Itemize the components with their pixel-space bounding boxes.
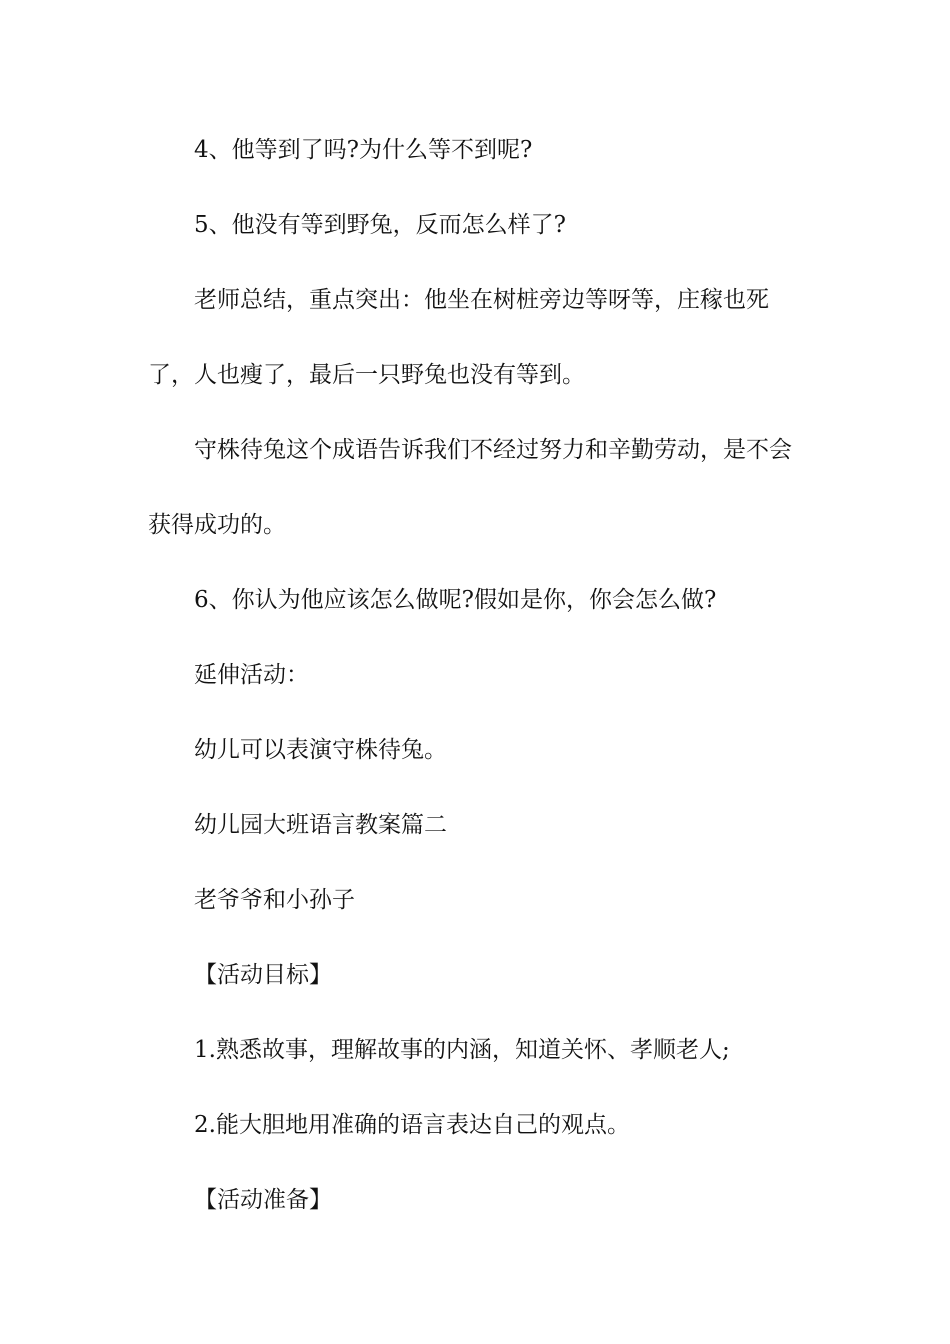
heading-extension-activity: 延伸活动： <box>194 662 309 688</box>
goal-item-1: 1.熟悉故事，理解故事的内涵，知道关怀、孝顺老人; <box>194 1037 730 1063</box>
paragraph-question-4: 4、他等到了吗?为什么等不到呢? <box>194 137 533 163</box>
paragraph-question-6: 6、你认为他应该怎么做呢?假如是你，你会怎么做? <box>194 587 717 613</box>
paragraph-question-5: 5、他没有等到野兔，反而怎么样了? <box>194 212 566 238</box>
heading-lesson-plan-2: 幼儿园大班语言教案篇二 <box>194 812 447 838</box>
goal-item-2: 2.能大胆地用准确的语言表达自己的观点。 <box>194 1112 630 1138</box>
heading-activity-goals: 【活动目标】 <box>194 962 332 988</box>
story-title: 老爷爷和小孙子 <box>194 887 355 913</box>
heading-activity-preparation: 【活动准备】 <box>194 1187 332 1213</box>
paragraph-idiom-meaning: 守株待兔这个成语告诉我们不经过努力和辛勤劳动，是不会获得成功的。 <box>148 437 792 538</box>
paragraph-teacher-summary: 老师总结，重点突出：他坐在树桩旁边等呀等，庄稼也死了，人也瘦了，最后一只野兔也没有等到。 <box>148 287 769 388</box>
paragraph-extension-content: 幼儿可以表演守株待兔。 <box>194 737 447 763</box>
